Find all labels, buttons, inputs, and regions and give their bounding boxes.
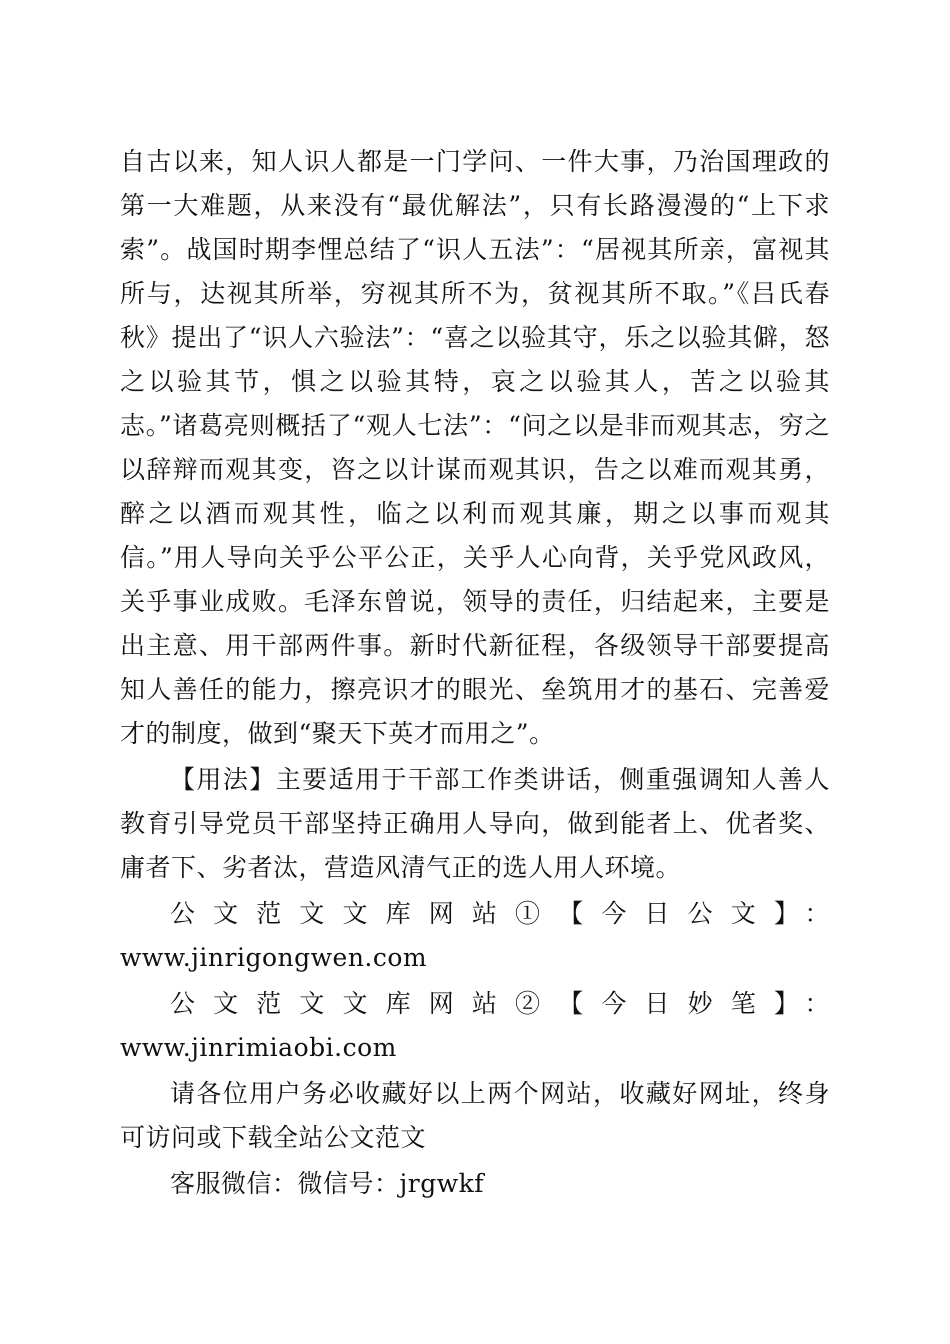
body-paragraph-usage: 【用法】主要适用于干部工作类讲话，侧重强调知人善人教育引导党员干部坚持正确用人导向，做到能者上、优者奖、庸者下、劣者汰，营造风清气正的选人用人环境。 bbox=[120, 765, 830, 882]
customer-service-line: 客服微信：微信号：jrgwkf bbox=[170, 1169, 485, 1198]
body-paragraph-intro: 自古以来，知人识人都是一门学问、一件大事，乃治国理政的第一大难题，从来没有“最优解法”，只有长路漫漫的“上下求索”。战国时期李悝总结了“识人五法”：“居视其所亲，富视其所与，达视其所举，穷视其所不为，贫视其所不取。”《吕氏春秋》提出了“识人六验法”：“喜之以验其守，乐之以验其僻，怒之以验其节，惧之以验其特，哀之以验其人，苦之以验其志。”诸葛亮则概括了“观人七法”：“问之以是非而观其志，穷之以辞辩而观其变，咨之以计谋而观其识，告之以难而观其勇，醉之以酒而观其性，临之以利而观其廉，期之以事而观其信。”用人导向关乎公平公正，关乎人心向背，关乎党风政风，关乎事业成败。毛泽东曾说，领导的责任，归结起来，主要是出主意、用干部两件事。新时代新征程，各级领导干部要提高知人善任的能力，擦亮识才的眼光、垒筑用才的基石、完善爱才的制度，做到“聚天下英才而用之”。 bbox=[120, 147, 830, 748]
document-page bbox=[120, 140, 830, 1206]
website-line-1: 公文范文文库网站①【今日公文】：www.jinrigongwen.com bbox=[120, 899, 830, 972]
bookmark-notice: 请各位用户务必收藏好以上两个网站，收藏好网址，终身可访问或下载全站公文范文 bbox=[120, 1079, 830, 1152]
website-line-2: 公文范文文库网站②【今日妙笔】：www.jinrimiaobi.com bbox=[120, 989, 830, 1062]
